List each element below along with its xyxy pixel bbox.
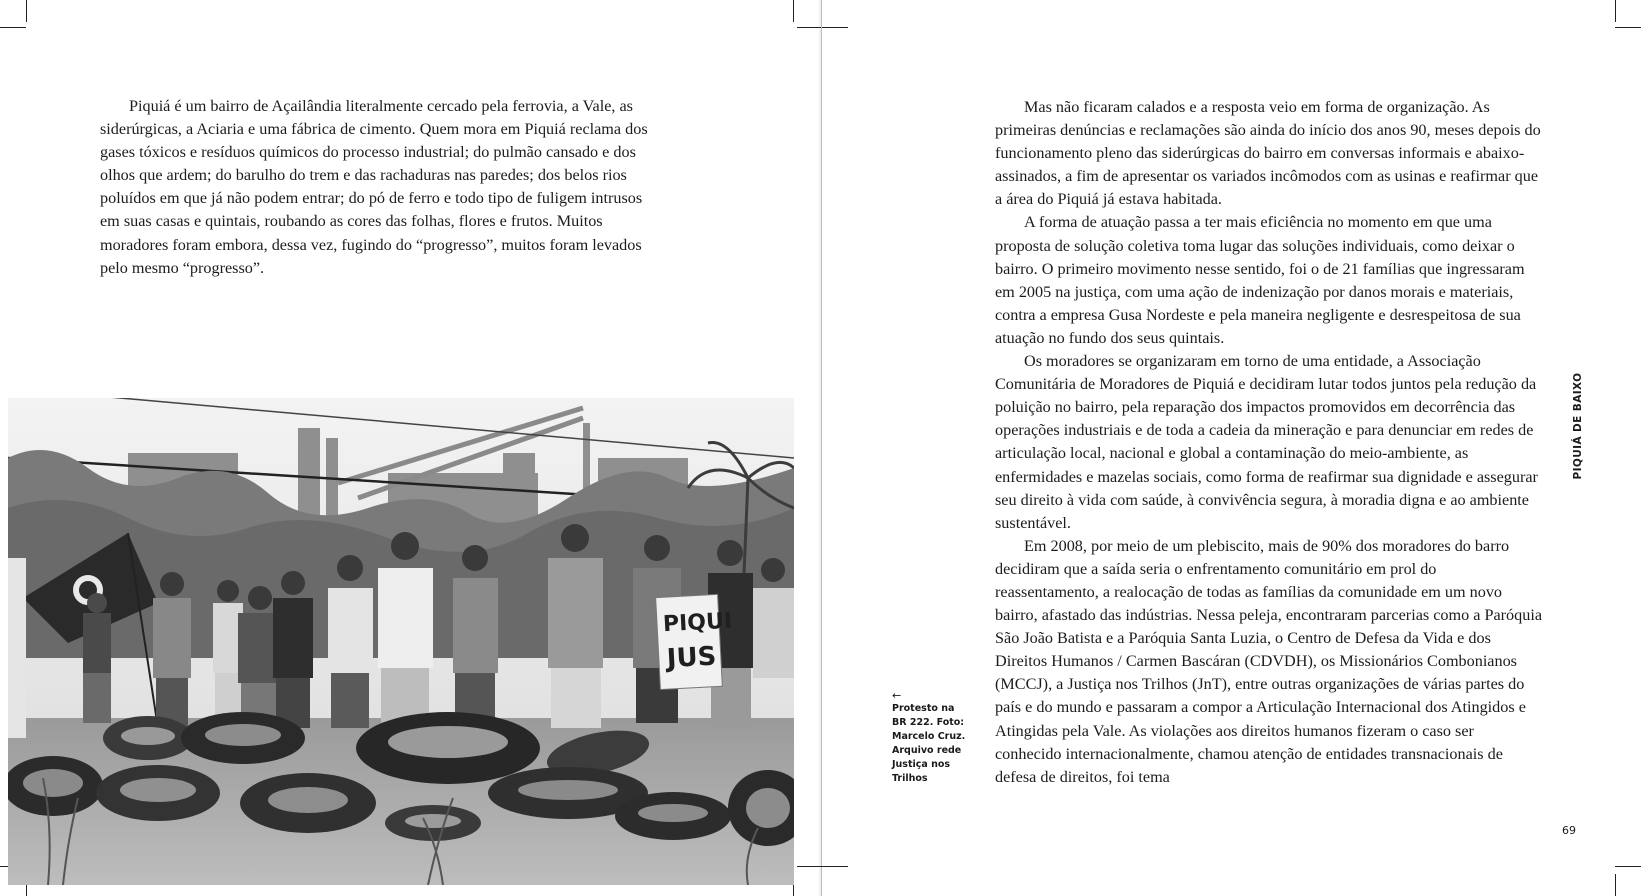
right-body-text: [995, 96, 1544, 789]
paragraph: Os moradores se organizaram em torno de uma entidade, a Associação Comunitária de Moradores de Piquiá e decidiram lutar todos juntos pela redução da poluição no bairro, pela reparação dos impactos promovidos em decorrência das operações industriais e de toda a cadeia da mineração e para denunciar em redes de articulação local, nacional e global a contaminação do meio-ambiente, as enfermidades e mazelas sociais, como forma de reafirmar sua dignidade e assegurar seu direito à vida com saúde, à convivência segura, à moradia digna e ao ambiente sustentável.: [995, 352, 1538, 532]
crop-mark: [793, 0, 794, 22]
sign-line-2: JUS: [666, 641, 718, 675]
left-body-text: [100, 95, 648, 280]
crop-mark: [797, 27, 823, 28]
paragraph: Mas não ficaram calados e a resposta veio em forma de organização. As primeiras denúncias e reclamações são ainda do início dos anos 90, meses depois do funcionamento pleno das siderúrgicas do bairro em conversas informais e abaixo-assinados, a fim de apresentar os variados incômodos com as usinas e reafirmar que a área do Piquiá já estava habitada.: [995, 98, 1541, 209]
crop-mark: [26, 0, 27, 22]
running-head-text: PIQUIÁ DE BAIXO: [1572, 372, 1584, 480]
crop-mark: [0, 27, 26, 28]
sign-line-1: PIQUI: [662, 608, 733, 638]
fold-line: [821, 0, 822, 896]
crop-mark: [1615, 874, 1616, 896]
crop-mark: [1615, 0, 1616, 22]
crop-mark: [822, 866, 848, 867]
running-head: [1571, 372, 1585, 480]
paragraph: Piquiá é um bairro de Açailândia literalmente cercado pela ferrovia, a Vale, as siderúrgicas, a Aciaria e uma fábrica de cimento. Quem mora em Piquiá reclama dos gases tóxicos e resíduos químicos do processo industrial; do pulmão cansado e dos olhos que ardem; do barulho do trem e das rachaduras nas paredes; dos belos rios poluídos em que já não podem entrar; do pó de ferro e todo tipo de fuligem intrusos em suas casas e quintais, roubando as cores das folhas, flores e frutos. Muitos moradores foram embora, dessa vez, fugindo do “progresso”, muitos foram levados pelo mesmo “progresso”.: [100, 97, 648, 277]
crop-mark: [1615, 27, 1641, 28]
paragraph: A forma de atuação passa a ter mais eficiência no momento em que uma proposta de solução coletiva toma lugar das soluções individuais, como deixar o bairro. O primeiro movimento nesse sentido, foi o de 21 famílias que ingressaram em 2005 na justiça, com uma ação de indenização por danos morais e materiais, contra a empresa Gusa Nordeste e pela maneira negligente e desrespeitosa de sua atuação no fundo dos seus quintais.: [995, 213, 1525, 347]
page-number: 69: [1562, 824, 1576, 837]
protest-photo: [8, 398, 794, 885]
photo-caption: [892, 690, 972, 786]
crop-mark: [797, 866, 823, 867]
caption-text: Protesto na BR 222. Foto: Marcelo Cruz. Arquivo rede Justiça nos Trilhos: [892, 703, 966, 784]
crop-mark: [1615, 866, 1641, 867]
paragraph: Em 2008, por meio de um plebiscito, mais de 90% dos moradores do barro decidiram que a saída seria o enfrentamento comunitário em prol do reassentamento, a realocação de todas as famílias da comunidade em um novo bairro, afastado das indústrias. Nessa peleja, encontraram parcerias como a Paróquia São João Batista e a Paróquia Santa Luzia, o Centro de Defesa da Vida e dos Direitos Humanos / Carmen Bascáran (CDVDH), os Missionários Combonianos (MCCJ), a Justiça nos Trilhos (JnT), entre outras organizações de várias partes do país e do mundo e passaram a compor a Articulação Internacional dos Atingidos e Atingidas pela Vale. As violações aos direitos humanos fizeram o caso ser conhecido internacionalmente, chamou atenção de entidades transnacionais de defesa de direitos, foi tema: [995, 536, 1543, 786]
arrow-left-icon: ←: [892, 689, 902, 702]
crop-mark: [822, 27, 848, 28]
